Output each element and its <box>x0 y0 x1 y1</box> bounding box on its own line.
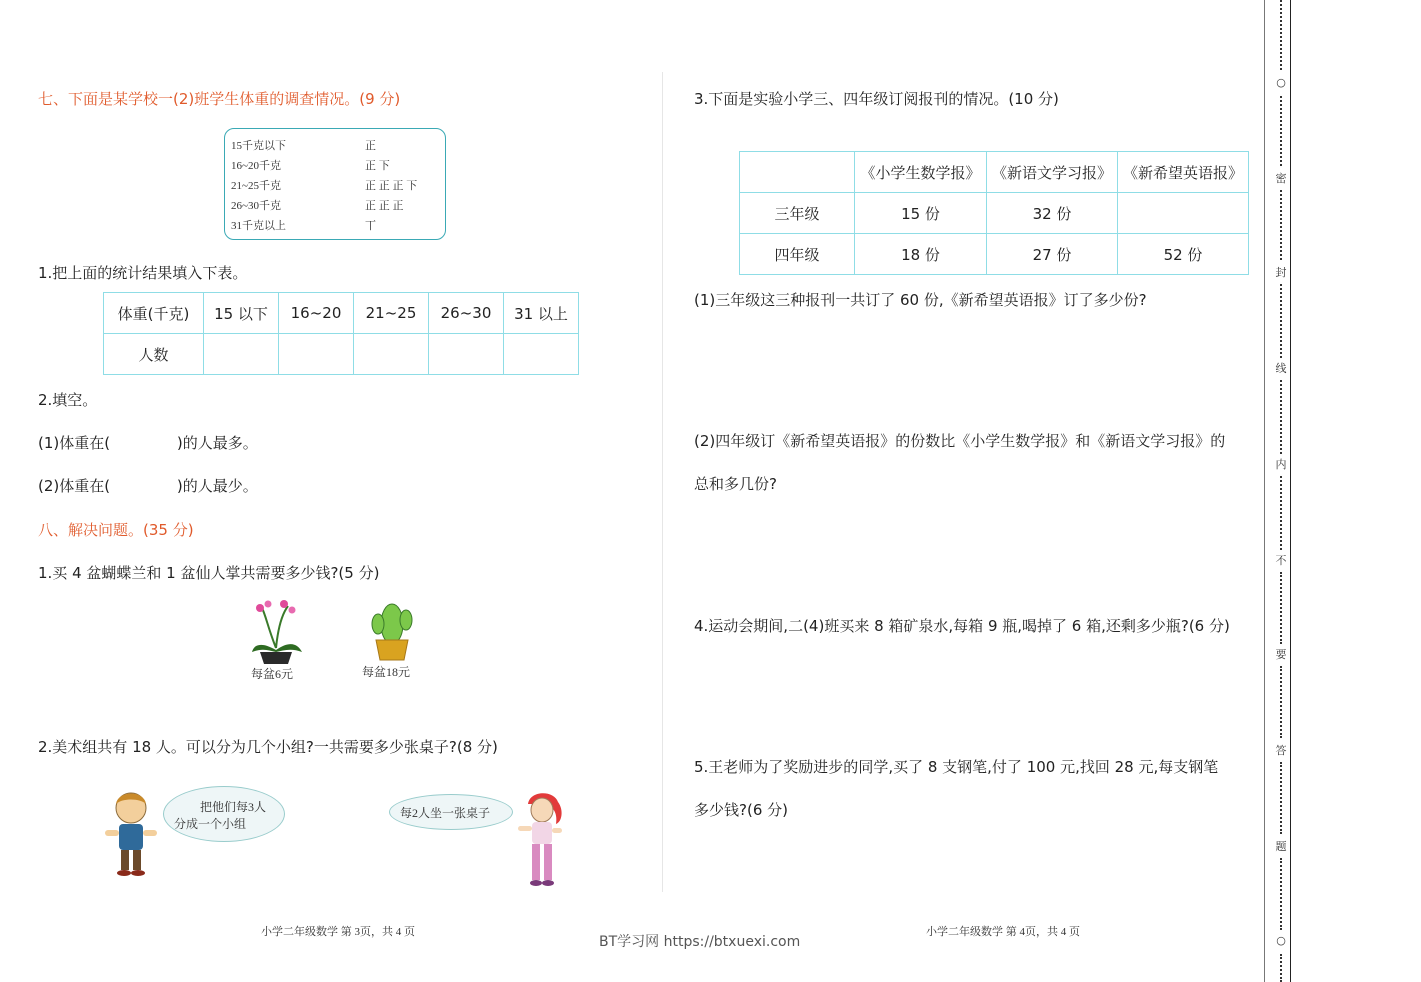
answer-cell[interactable] <box>279 334 354 375</box>
problem-4: 4.运动会期间,二(4)班买来 8 箱矿泉水,每箱 9 瓶,喝掉了 6 箱,还剩多少瓶?(6 分) <box>694 617 1230 635</box>
bubble-text-line: 分成一个小组 <box>174 817 247 831</box>
boy-character-image <box>102 790 160 878</box>
tally-mark: 正 正 正 下 <box>365 180 418 192</box>
tally-label: 21~25千克 <box>231 180 281 192</box>
problem-1: 1.买 4 盆蝴蝶兰和 1 盆仙人掌共需要多少钱?(5 分) <box>38 564 380 582</box>
table-header-cell: 26~30 <box>429 293 504 334</box>
binding-char: 封 <box>1275 266 1287 279</box>
page-footer-right: 小学二年级数学 第 4页，共 4 页 <box>926 926 1080 938</box>
tally-label: 15千克以下 <box>231 140 286 152</box>
binding-char: 密 <box>1275 172 1287 185</box>
weight-table <box>103 292 579 375</box>
binding-border-line <box>1290 0 1291 982</box>
binding-char: 题 <box>1275 840 1287 853</box>
table-row-label: 三年级 <box>740 193 855 234</box>
table-row-label: 四年级 <box>740 234 855 275</box>
bubble-text-line: 每2人坐一张桌子 <box>400 806 491 820</box>
problem-2: 2.美术组共有 18 人。可以分为几个小组?一共需要多少张桌子?(8 分) <box>38 738 498 756</box>
site-watermark: BT学习网 https://btxuexi.com <box>599 934 801 950</box>
problem-3: 3.下面是实验小学三、四年级订阅报刊的情况。(10 分) <box>694 90 1059 108</box>
table-cell: 18 份 <box>855 234 987 275</box>
tally-mark: 正 下 <box>365 160 390 172</box>
question-1: 1.把上面的统计结果填入下表。 <box>38 264 248 282</box>
table-header-cell: 15 以下 <box>204 293 279 334</box>
question-2-1: (1)体重在( )的人最多。 <box>38 434 258 452</box>
table-cell: 32 份 <box>987 193 1118 234</box>
binding-char: 线 <box>1275 362 1287 375</box>
cactus-pot-image <box>366 594 418 662</box>
problem-5-line2: 多少钱?(6 分) <box>694 801 788 819</box>
problem-3-2-line2: 总和多几份? <box>694 475 777 493</box>
speech-bubble-boy <box>163 786 285 842</box>
table-row-label: 人数 <box>104 334 204 375</box>
column-divider <box>662 72 663 892</box>
binding-char: ○ <box>1276 934 1286 947</box>
binding-char: 答 <box>1275 744 1287 757</box>
answer-cell[interactable] <box>354 334 429 375</box>
problem-3-1: (1)三年级这三种报刊一共订了 60 份,《新希望英语报》订了多少份? <box>694 291 1147 309</box>
table-header-cell: 31 以上 <box>504 293 579 334</box>
section-7-title: 七、下面是某学校一(2)班学生体重的调查情况。(9 分) <box>38 90 401 108</box>
answer-cell[interactable] <box>1118 193 1249 234</box>
tally-mark: 正 正 正 <box>365 200 404 212</box>
answer-cell[interactable] <box>504 334 579 375</box>
girl-character-image <box>512 790 568 888</box>
table-header-cell: 21~25 <box>354 293 429 334</box>
table-cell: 27 份 <box>987 234 1118 275</box>
binding-char: 内 <box>1275 458 1287 471</box>
binding-strip <box>1272 0 1290 982</box>
answer-cell[interactable] <box>204 334 279 375</box>
problem-5-line1: 5.王老师为了奖励进步的同学,买了 8 支钢笔,付了 100 元,找回 28 元,每支钢笔 <box>694 758 1219 776</box>
tally-label: 31千克以上 <box>231 220 286 232</box>
question-2: 2.填空。 <box>38 391 98 409</box>
table-header-cell: 《新希望英语报》 <box>1118 152 1249 193</box>
tally-label: 16~20千克 <box>231 160 281 172</box>
tally-mark: 正 <box>365 140 376 152</box>
newspaper-table <box>739 151 1249 275</box>
tally-mark: 丅 <box>365 220 376 232</box>
section-8-title: 八、解决问题。(35 分) <box>38 521 194 539</box>
table-header-cell <box>740 152 855 193</box>
page-footer-left: 小学二年级数学 第 3页，共 4 页 <box>261 926 415 938</box>
table-cell: 52 份 <box>1118 234 1249 275</box>
binding-char: 不 <box>1275 554 1287 567</box>
speech-bubble-girl <box>389 794 513 830</box>
problem-3-2-line1: (2)四年级订《新希望英语报》的份数比《小学生数学报》和《新语文学习报》的 <box>694 432 1226 450</box>
orchid-pot-image <box>248 598 304 666</box>
table-header-cell: 《小学生数学报》 <box>855 152 987 193</box>
question-2-2: (2)体重在( )的人最少。 <box>38 477 258 495</box>
binding-char: ○ <box>1276 76 1286 89</box>
tally-chart <box>224 128 446 240</box>
table-cell: 15 份 <box>855 193 987 234</box>
binding-edge-line <box>1264 0 1265 982</box>
orchid-price-caption: 每盆6元 <box>251 667 294 681</box>
tally-label: 26~30千克 <box>231 200 281 212</box>
answer-cell[interactable] <box>429 334 504 375</box>
binding-char: 要 <box>1275 648 1287 661</box>
table-header-cell: 体重(千克) <box>104 293 204 334</box>
cactus-price-caption: 每盆18元 <box>362 665 411 679</box>
table-header-cell: 16~20 <box>279 293 354 334</box>
table-header-cell: 《新语文学习报》 <box>987 152 1118 193</box>
bubble-text-line: 把他们每3人 <box>200 800 267 814</box>
